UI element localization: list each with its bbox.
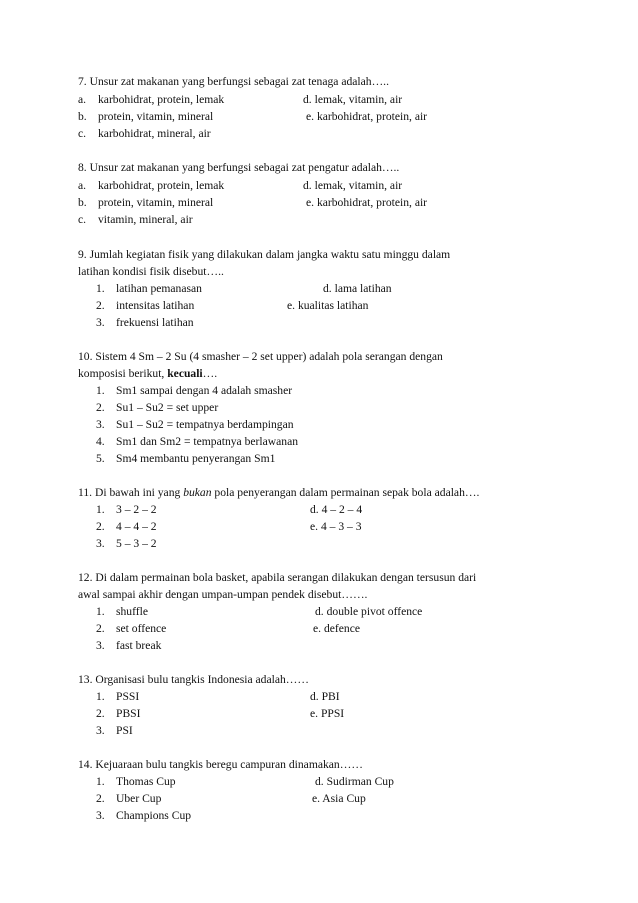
option-marker: 2.	[96, 520, 105, 533]
option-1	[96, 690, 140, 704]
option-marker: c.	[78, 127, 87, 140]
option-3	[96, 537, 157, 551]
option-d: d. double pivot offence	[315, 605, 423, 618]
option-text: Su1 – Su2 = tempatnya berdampingan	[116, 418, 294, 431]
option-3	[96, 724, 133, 738]
option-d: d. lama latihan	[323, 282, 392, 295]
option-1	[96, 282, 202, 296]
question-stem: 9. Jumlah kegiatan fisik yang dilakukan dalam jangka waktu satu minggu dalam	[78, 248, 451, 261]
emphasis-not: bukan	[183, 486, 212, 499]
option-1	[96, 605, 148, 619]
option-text: set offence	[116, 622, 167, 635]
option-text: 3 – 2 – 2	[116, 503, 157, 516]
option-marker: 1.	[96, 690, 105, 703]
option-3	[96, 418, 294, 432]
option-marker: 1.	[96, 775, 105, 788]
option-marker: 3.	[96, 809, 105, 822]
option-marker: 1.	[96, 605, 105, 618]
option-2	[96, 299, 195, 313]
option-1	[96, 775, 176, 789]
option-1	[96, 503, 157, 517]
option-text: karbohidrat, mineral, air	[98, 127, 211, 140]
option-marker: 4.	[96, 435, 105, 448]
option-marker: 3.	[96, 418, 105, 431]
option-text: vitamin, mineral, air	[98, 213, 193, 226]
option-marker: 2.	[96, 299, 105, 312]
stem-text: 11. Di bawah ini yang	[78, 486, 184, 499]
option-text: PSSI	[116, 690, 140, 703]
option-e: e. Asia Cup	[312, 792, 366, 805]
option-d: d. PBI	[310, 690, 340, 703]
option-e: e. karbohidrat, protein, air	[306, 196, 428, 209]
option-marker: 1.	[96, 503, 105, 516]
option-e: e. karbohidrat, protein, air	[306, 110, 428, 123]
question-stem: 10. Sistem 4 Sm – 2 Su (4 smasher – 2 set upper) adalah pola serangan dengan	[78, 350, 443, 363]
option-marker: b.	[78, 196, 87, 209]
option-marker: 1.	[96, 282, 105, 295]
option-marker: 2.	[96, 792, 105, 805]
option-3	[96, 639, 162, 653]
question-stem: 13. Organisasi bulu tangkis Indonesia adalah……	[78, 673, 309, 686]
option-marker: 3.	[96, 724, 105, 737]
option-marker: b.	[78, 110, 87, 123]
option-2	[96, 707, 141, 721]
option-2	[96, 401, 219, 415]
option-a	[78, 179, 225, 193]
question-stem: 7. Unsur zat makanan yang berfungsi sebagai zat tenaga adalah…..	[78, 75, 389, 88]
option-text: 5 – 3 – 2	[116, 537, 157, 550]
option-marker: 2.	[96, 622, 105, 635]
option-text: protein, vitamin, mineral	[98, 110, 214, 123]
option-text: PSI	[116, 724, 133, 737]
question-stem	[78, 486, 479, 500]
option-1	[96, 384, 293, 398]
stem-text-end: pola penyerangan dalam permainan sepak bola adalah….	[211, 486, 480, 499]
question-stem: 14. Kejuaraan bulu tangkis beregu campuran dinamakan……	[78, 758, 363, 771]
option-text: latihan pemanasan	[116, 282, 202, 295]
option-d: d. lemak, vitamin, air	[303, 93, 403, 106]
question-stem-continued: latihan kondisi fisik disebut…..	[78, 265, 224, 278]
option-text: Sm4 membantu penyerangan Sm1	[116, 452, 276, 465]
option-text: Thomas Cup	[116, 775, 176, 788]
option-text: PBSI	[116, 707, 141, 720]
option-text: frekuensi latihan	[116, 316, 194, 329]
option-marker: 1.	[96, 384, 105, 397]
option-marker: 2.	[96, 401, 105, 414]
stem-ellipsis: ….	[202, 367, 218, 380]
option-text: Su1 – Su2 = set upper	[116, 401, 219, 414]
option-text: karbohidrat, protein, lemak	[98, 179, 225, 192]
question-stem-continued	[78, 367, 217, 381]
option-marker: 3.	[96, 316, 105, 329]
option-e: e. kualitas latihan	[287, 299, 369, 312]
option-e: e. defence	[313, 622, 360, 635]
option-d: d. Sudirman Cup	[315, 775, 394, 788]
option-marker: a.	[78, 93, 87, 106]
option-marker: 2.	[96, 707, 105, 720]
option-c	[78, 127, 211, 141]
option-text: protein, vitamin, mineral	[98, 196, 214, 209]
option-a	[78, 93, 225, 107]
option-3	[96, 316, 194, 330]
option-marker: 3.	[96, 537, 105, 550]
question-stem: 12. Di dalam permainan bola basket, apabila serangan dilakukan dengan tersusun dari	[78, 571, 477, 584]
question-stem-continued: awal sampai akhir dengan umpan-umpan pendek disebut…….	[78, 588, 368, 601]
option-4	[96, 435, 299, 449]
option-d: d. 4 – 2 – 4	[310, 503, 363, 516]
option-text: Uber Cup	[116, 792, 162, 805]
option-text: Sm1 sampai dengan 4 adalah smasher	[116, 384, 293, 397]
option-b	[78, 196, 214, 210]
option-c	[78, 213, 193, 227]
option-text: intensitas latihan	[116, 299, 195, 312]
option-text: karbohidrat, protein, lemak	[98, 93, 225, 106]
option-2	[96, 792, 162, 806]
option-d: d. lemak, vitamin, air	[303, 179, 403, 192]
option-text: Champions Cup	[116, 809, 192, 822]
option-b	[78, 110, 214, 124]
emphasis-except: kecuali	[167, 367, 203, 380]
stem-text: komposisi berikut,	[78, 367, 168, 380]
option-2	[96, 622, 167, 636]
option-text: 4 – 4 – 2	[116, 520, 157, 533]
option-2	[96, 520, 157, 534]
option-text: fast break	[116, 639, 162, 652]
question-stem: 8. Unsur zat makanan yang berfungsi sebagai zat pengatur adalah…..	[78, 161, 400, 174]
option-marker: 5.	[96, 452, 105, 465]
option-marker: a.	[78, 179, 87, 192]
option-3	[96, 809, 192, 823]
option-text: shuffle	[116, 605, 148, 618]
option-e: e. 4 – 3 – 3	[310, 520, 362, 533]
option-text: Sm1 dan Sm2 = tempatnya berlawanan	[116, 435, 299, 448]
option-marker: c.	[78, 213, 87, 226]
option-marker: 3.	[96, 639, 105, 652]
option-5	[96, 452, 276, 466]
option-e: e. PPSI	[310, 707, 345, 720]
